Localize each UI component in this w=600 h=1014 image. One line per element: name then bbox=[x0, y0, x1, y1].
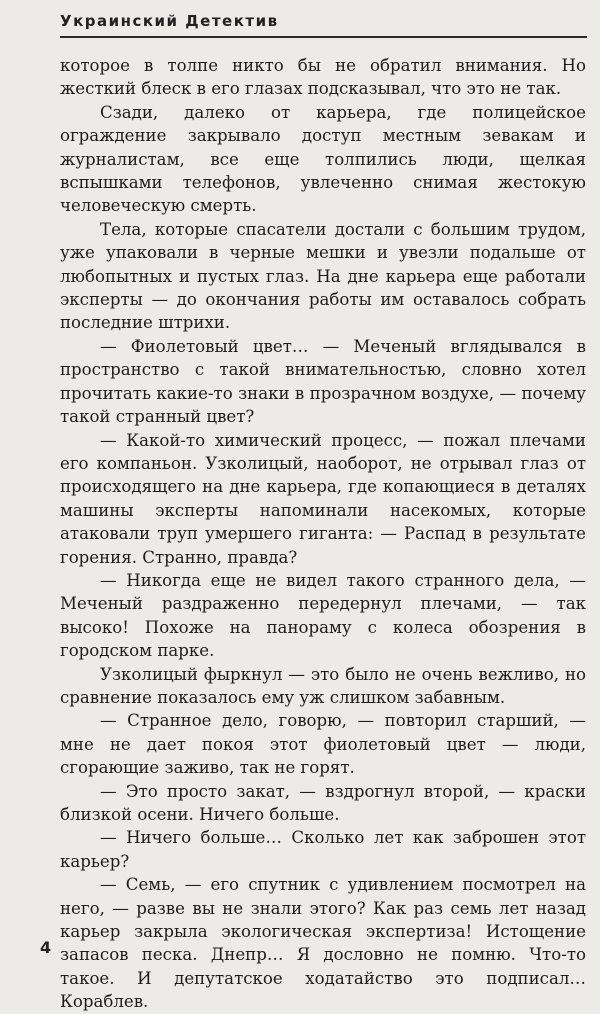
paragraph: Тела, которые спасатели достали с большим трудом, уже упаковали в черные мешки и увезли подальше от любопытных и пустых глаз. На дне карьера еще работали эксперты — до окончания работы им оставалось собрать последние штрихи. bbox=[60, 219, 586, 333]
paragraph: — Какой-то химический процесс, — пожал плечами его компаньон. Узколицый, наоборот, не отрывал глаз от происходящего на дне карьера, где копающиеся в деталях машины эксперты напоминали насекомых, которые атаковали труп умершего гиганта: — Распад в результате горения. Странно, правда? bbox=[60, 430, 586, 567]
paragraph: которое в толпе никто бы не обратил внимания. Но жесткий блеск в его глазах подсказывал, что это не так. bbox=[60, 56, 586, 99]
paragraph: Сзади, далеко от карьера, где полицейское ограждение закрывало доступ местным зевакам и журналистам, все еще толпились люди, щелкая вспышками телефонов, увлеченно снимая жестокую человеческую смерть. bbox=[60, 102, 586, 216]
paragraph: — Странное дело, говорю, — повторил старший, — мне не дает покоя этот фиолетовый цвет — люди, сгорающие заживо, так не горят. bbox=[60, 711, 586, 778]
paragraph: Узколицый фыркнул — это было не очень вежливо, но сравнение показалось ему уж слишком забавным. bbox=[60, 664, 586, 707]
paragraph: — Это просто закат, — вздрогнул второй, — краски близкой осени. Ничего больше. bbox=[60, 781, 586, 824]
paragraph: — Фиолетовый цвет… — Меченый вглядывался в пространство с такой внимательностью, словно хотел прочитать какие-то знаки в прозрачном воздухе, — почему такой странный цвет? bbox=[60, 336, 586, 427]
paragraph: — Ничего больше… Сколько лет как заброшен этот карьер? bbox=[60, 828, 586, 871]
paragraph: — Семь, — его спутник с удивлением посмотрел на него, — разве вы не знали этого? Как раз семь лет назад карьер закрыла экологическая экспертиза! Истощение запасов песка. Днепр… Я дословно не помню. Что-то такое. И депутатское ходатайство это подписал… Кораблев. bbox=[60, 875, 586, 1012]
paragraph: — Никогда еще не видел такого странного дела, — Меченый раздраженно передернул плечами, — так высоко! Похоже на панораму с колеса обозрения в городском парке. bbox=[60, 570, 586, 661]
header-title: Украинский Детектив bbox=[60, 12, 279, 30]
page-number: 4 bbox=[40, 938, 52, 957]
page-body bbox=[60, 54, 586, 1014]
running-header bbox=[60, 10, 587, 38]
